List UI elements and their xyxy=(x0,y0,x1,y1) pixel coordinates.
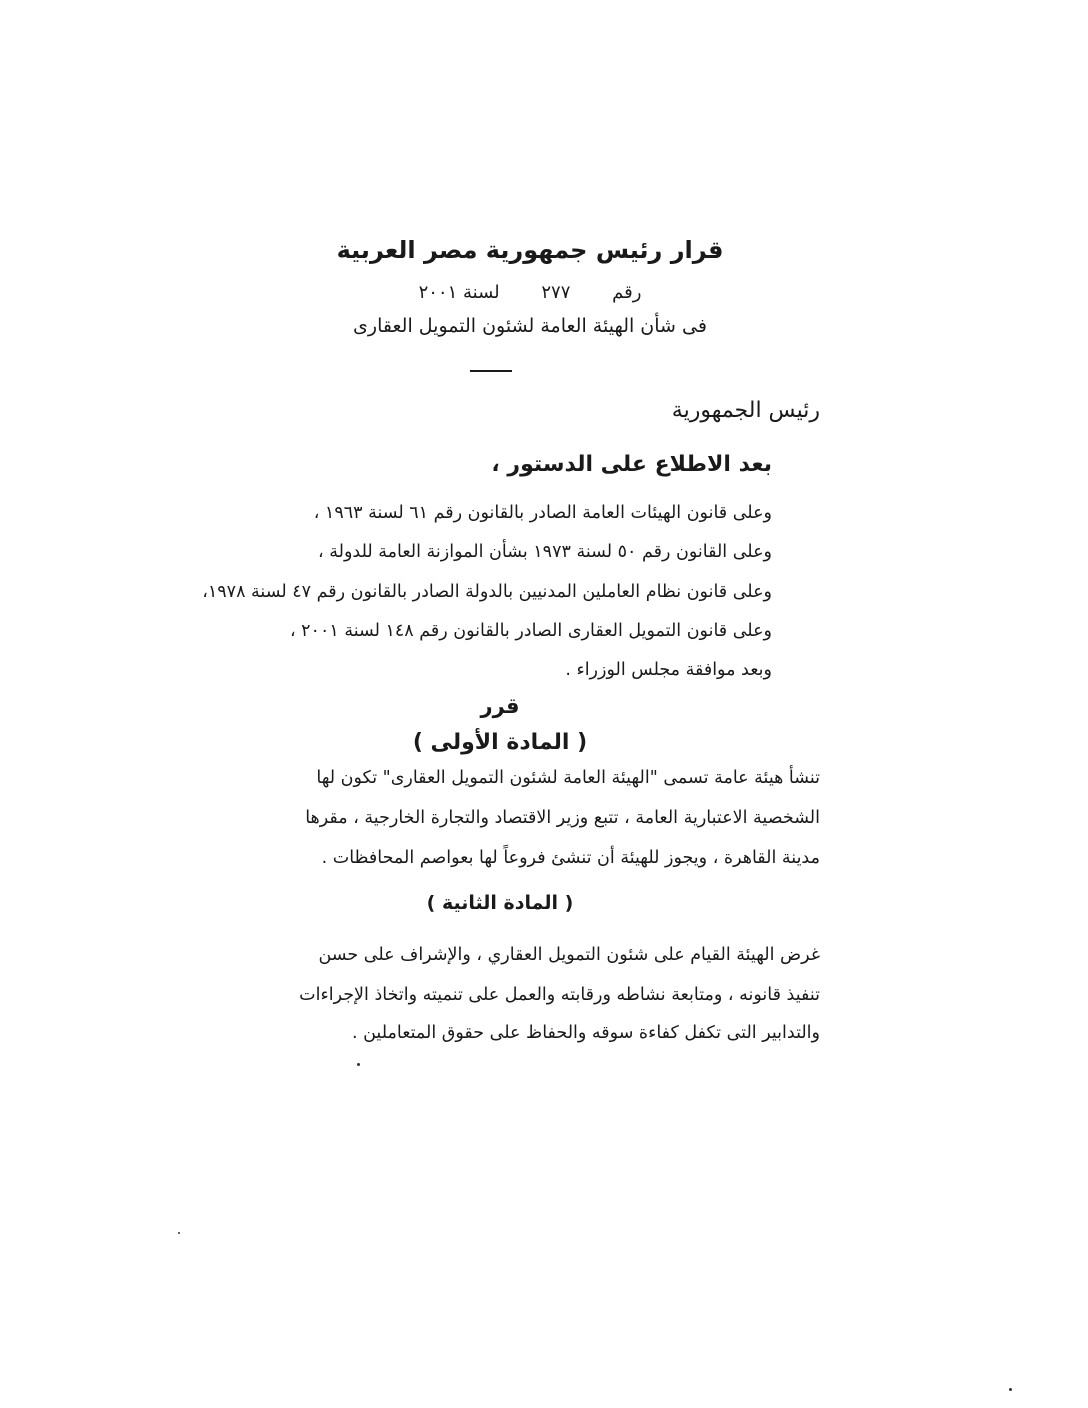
number-value: ٢٧٧ xyxy=(541,282,571,303)
article-2-heading: ( المادة الثانية ) xyxy=(426,892,574,914)
recital-line: وعلى قانون التمويل العقارى الصادر بالقانون رقم ١٤٨ لسنة ٢٠٠١ ، xyxy=(289,621,772,641)
number-label: رقم xyxy=(612,282,642,303)
preamble: بعد الاطلاع على الدستور ، xyxy=(491,452,772,477)
recital-line: وبعد موافقة مجلس الوزراء . xyxy=(565,660,772,680)
article-2-line: غرض الهيئة القيام على شئون التمويل العقاري ، والإشراف على حسن xyxy=(318,945,820,965)
decided-heading: قرر xyxy=(480,694,520,718)
recital-line: وعلى قانون الهيئات العامة الصادر بالقانون رقم ٦١ لسنة ١٩٦٣ ، xyxy=(313,503,772,523)
scan-speck xyxy=(357,1063,360,1066)
decree-subject: فى شأن الهيئة العامة لشئون التمويل العقارى xyxy=(353,315,707,337)
decree-title: قرار رئيس جمهورية مصر العربية xyxy=(336,236,724,264)
decree-year: لسنة ٢٠٠١ xyxy=(418,282,500,303)
recital-line: وعلى قانون نظام العاملين المدنيين بالدولة الصادر بالقانون رقم ٤٧ لسنة ١٩٧٨، xyxy=(202,582,772,602)
scan-speck xyxy=(1009,1388,1012,1391)
decree-number-line xyxy=(250,282,810,303)
article-2-line: والتدابير التى تكفل كفاءة سوقه والحفاظ على حقوق المتعاملين . xyxy=(351,1023,820,1043)
issuer-heading: رئيس الجمهورية xyxy=(671,398,820,423)
article-1-heading: ( المادة الأولى ) xyxy=(412,730,588,755)
article-1-line: الشخصية الاعتبارية العامة ، تتبع وزير الاقتصاد والتجارة الخارجية ، مقرها xyxy=(305,808,820,828)
article-2-line: تنفيذ قانونه ، ومتابعة نشاطه ورقابته والعمل على تنميته واتخاذ الإجراءات xyxy=(299,985,820,1005)
article-1-line: تنشأ هيئة عامة تسمى "الهيئة العامة لشئون التمويل العقارى" تكون لها xyxy=(316,768,820,788)
scan-speck xyxy=(178,1232,180,1234)
article-1-line: مدينة القاهرة ، ويجوز للهيئة أن تنشئ فروعاً لها بعواصم المحافظات . xyxy=(321,848,820,868)
title-divider xyxy=(470,370,512,372)
recital-line: وعلى القانون رقم ٥٠ لسنة ١٩٧٣ بشأن الموازنة العامة للدولة ، xyxy=(318,542,772,562)
